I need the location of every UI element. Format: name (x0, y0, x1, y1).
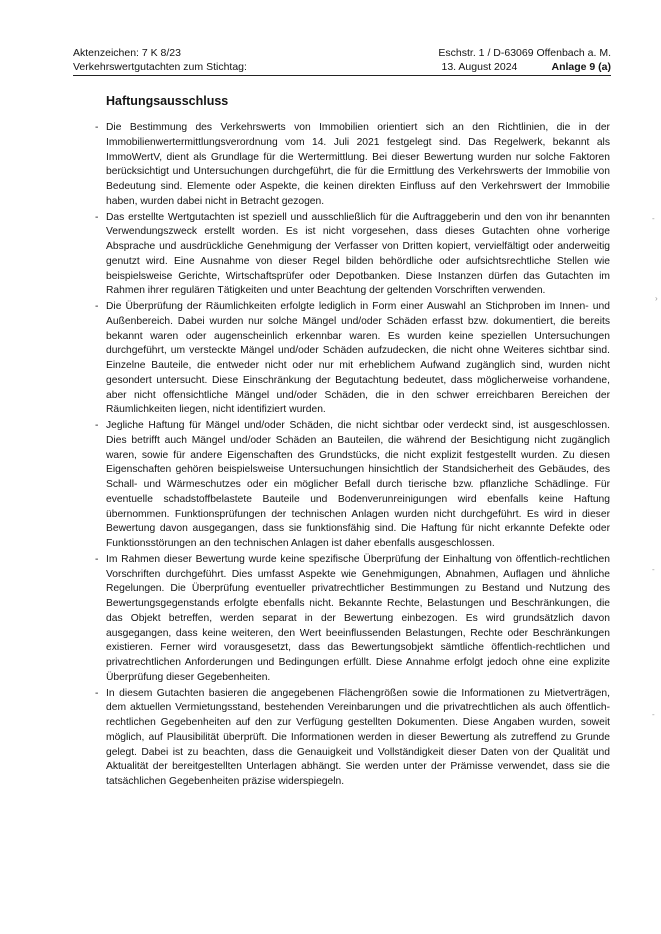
annex-label: Anlage 9 (a) (551, 61, 611, 73)
report-type: Verkehrswertgutachten zum Stichtag: (73, 61, 247, 73)
disclaimer-item (95, 553, 610, 686)
paragraph-text: Die Überprüfung der Räumlichkeiten erfolgte lediglich in Form einer Auswahl an Stichproben im Innen- und Außenbereich. Dabei wurden nur solche Mängel und/oder Schäden erfasst bzw. dokumentiert, die bereits bekannt waren oder augenscheinlich erkennbar waren. Es wurden keine speziellen Untersuchungen durchgeführt, um versteckte Mängel und/oder Schäden aufzudecken, die nicht ohne Weiteres sichtbar sind. Einzelne Bauteile, die entweder nicht oder nur mit erheblichem Aufwand zugänglich sind, wurden nicht gesondert untersucht. Diese Einschränkung der Begutachtung bedeutet, dass möglicherweise vorhandene, aber nicht offensichtliche Mängel und/oder Schäden, die in den schwer erreichbaren Bereichen der Räumlichkeiten liegen, nicht identifiziert wurden. (106, 301, 610, 416)
disclaimer-list (95, 121, 610, 791)
bullet-dash: - (95, 420, 99, 431)
disclaimer-item (95, 211, 610, 300)
header-divider (73, 75, 611, 76)
scan-speck: - (652, 214, 655, 223)
disclaimer-item (95, 121, 610, 210)
paragraph-text: Das erstellte Wertgutachten ist speziell und ausschließlich für die Auftraggeberin und den von ihr benannten Verwendungszweck erstellt worden. Es ist nicht vorgesehen, dass dieses Gutachten ohne vorherige Absprache und ausdrückliche Genehmigung der Verfasser von Dritten kopiert, vervielfältigt oder anderweitig genutzt wird. Eine Ausnahme von dieser Regel bilden behördliche oder aufsichtsrechtliche Stellen wie beispielsweise Gerichte, Wirtschaftsprüfer oder Depotbanken. Diese Instanzen dürfen das Gutachten im Rahmen ihrer regulären Tätigkeiten und unter Beachtung der geltenden Vorschriften verwenden. (106, 211, 610, 297)
paragraph-text: Im Rahmen dieser Bewertung wurde keine spezifische Überprüfung der Einhaltung von öffentlich-rechtlichen Vorschriften durchgeführt. Dies umfasst Aspekte wie Genehmigungen, Abnahmen, Auflagen und ähnliche Regelungen. Die Überprüfung eventueller privatrechtlicher Bestimmungen zu Bestand und Nutzung des Bewertungsgegenstands erfolgte ebenfalls nicht. Bekannte Rechte, Belastungen und Beschränkungen, die das Objekt betreffen, werden separat in der Bewertung einbezogen. Es wird grundsätzlich davon ausgegangen, dass keine weiteren, den Wert beeinflussenden Belastungen, Rechte oder Beschränkungen existieren. Ferner wird vorausgesetzt, dass das Bewertungsobjekt sämtliche öffentlich-rechtlichen und privatrechtlichen Anforderungen und Bedingungen erfüllt. Diese Annahme erfolgt jedoch ohne eine explizite Überprüfung dieser Gegebenheiten. (106, 553, 610, 683)
bullet-dash: - (95, 122, 99, 133)
bullet-dash: - (95, 211, 99, 223)
property-address: Eschstr. 1 / D-63069 Offenbach a. M. (438, 47, 611, 59)
bullet-dash: - (95, 687, 99, 699)
disclaimer-item (95, 687, 610, 790)
page-header (73, 46, 611, 74)
scan-speck: - (652, 710, 655, 719)
paragraph-text: In diesem Gutachten basieren die angegebenen Flächengrößen sowie die Informationen zu Mietverträgen, dem aktuellen Vermietungsstand, bestehenden Vereinbarungen und die privatrechtlichen als auch öffentlich-rechtlichen Gegebenheiten auf den zur Verfügung gestellten Dokumenten. Diese Angaben wurden, soweit möglich, auf Plausibilität überprüft. Die Informationen werden in dieser Bewertung als zutreffend zu Grunde gelegt. Dabei ist zu beachten, dass die Genauigkeit und Vollständigkeit dieser Daten von der Qualität und Aktualität der bereitgestellten Unterlagen abhängt. Sie werden unter der Prämisse verwendet, dass sie die tatsächlichen Gegebenheiten präzise widerspiegeln. (106, 687, 610, 787)
scan-speck: › (655, 294, 658, 303)
paragraph-text: Jegliche Haftung für Mängel und/oder Schäden, die nicht sichtbar oder verdeckt sind, ist ausgeschlossen. Dies betrifft auch Mängel und/oder Schäden an Bauteilen, die während der Besichtigung nicht zugänglich waren, sowie für andere Eigenschaften des Grundstücks, die nicht explizit festgestellt wurden. Zu diesen Eigenschaften gehören beispielsweise Untersuchungen hinsichtlich der Standsicherheit des Gebäudes, des Schall- und Wärmeschutzes oder ein möglicher Befall durch tierische bzw. pflanzliche Schädlinge. Für eventuelle schadstoffbelastete Bauteile und Bodenverunreinigungen wird ebenfalls keine Haftung übernommen. Funktionsprüfungen der technischen Anlagen wurden nicht durchgeführt. Es wird in dieser Bewertung davon ausgegangen, dass sie funktionsfähig sind. Die Haftung für nicht erkannte Defekte oder Funktionsstörungen an den technischen Anlagen ist daher ebenfalls ausgeschlossen. (106, 420, 610, 549)
scan-speck: - (652, 565, 655, 574)
bullet-dash: - (95, 301, 99, 312)
paragraph-text: Die Bestimmung des Verkehrswerts von Immobilien orientiert sich an den Richtlinien, die in der Immobilienwertermittlungsverordnung vom 14. Juli 2021 festgelegt sind. Das Regelwerk, bekannt als ImmoWertV, dient als Grundlage für die Wertermittlung. Bei dieser Bewertung wurden nur solche Faktoren berücksichtigt und Untersuchungen durchgeführt, die für die Ermittlung des Verkehrswerts der Immobilie von Bedeutung sind. Elemente oder Aspekte, die keinen direkten Einfluss auf den Verkehrswert der Immobilie haben, wurden dabei nicht in Betracht gezogen. (106, 122, 610, 207)
page-title: Haftungsausschluss (106, 94, 229, 108)
valuation-date: 13. August 2024 (441, 61, 518, 73)
disclaimer-item (95, 300, 610, 418)
disclaimer-item (95, 419, 610, 552)
bullet-dash: - (95, 553, 99, 565)
case-number: Aktenzeichen: 7 K 8/23 (73, 47, 181, 59)
